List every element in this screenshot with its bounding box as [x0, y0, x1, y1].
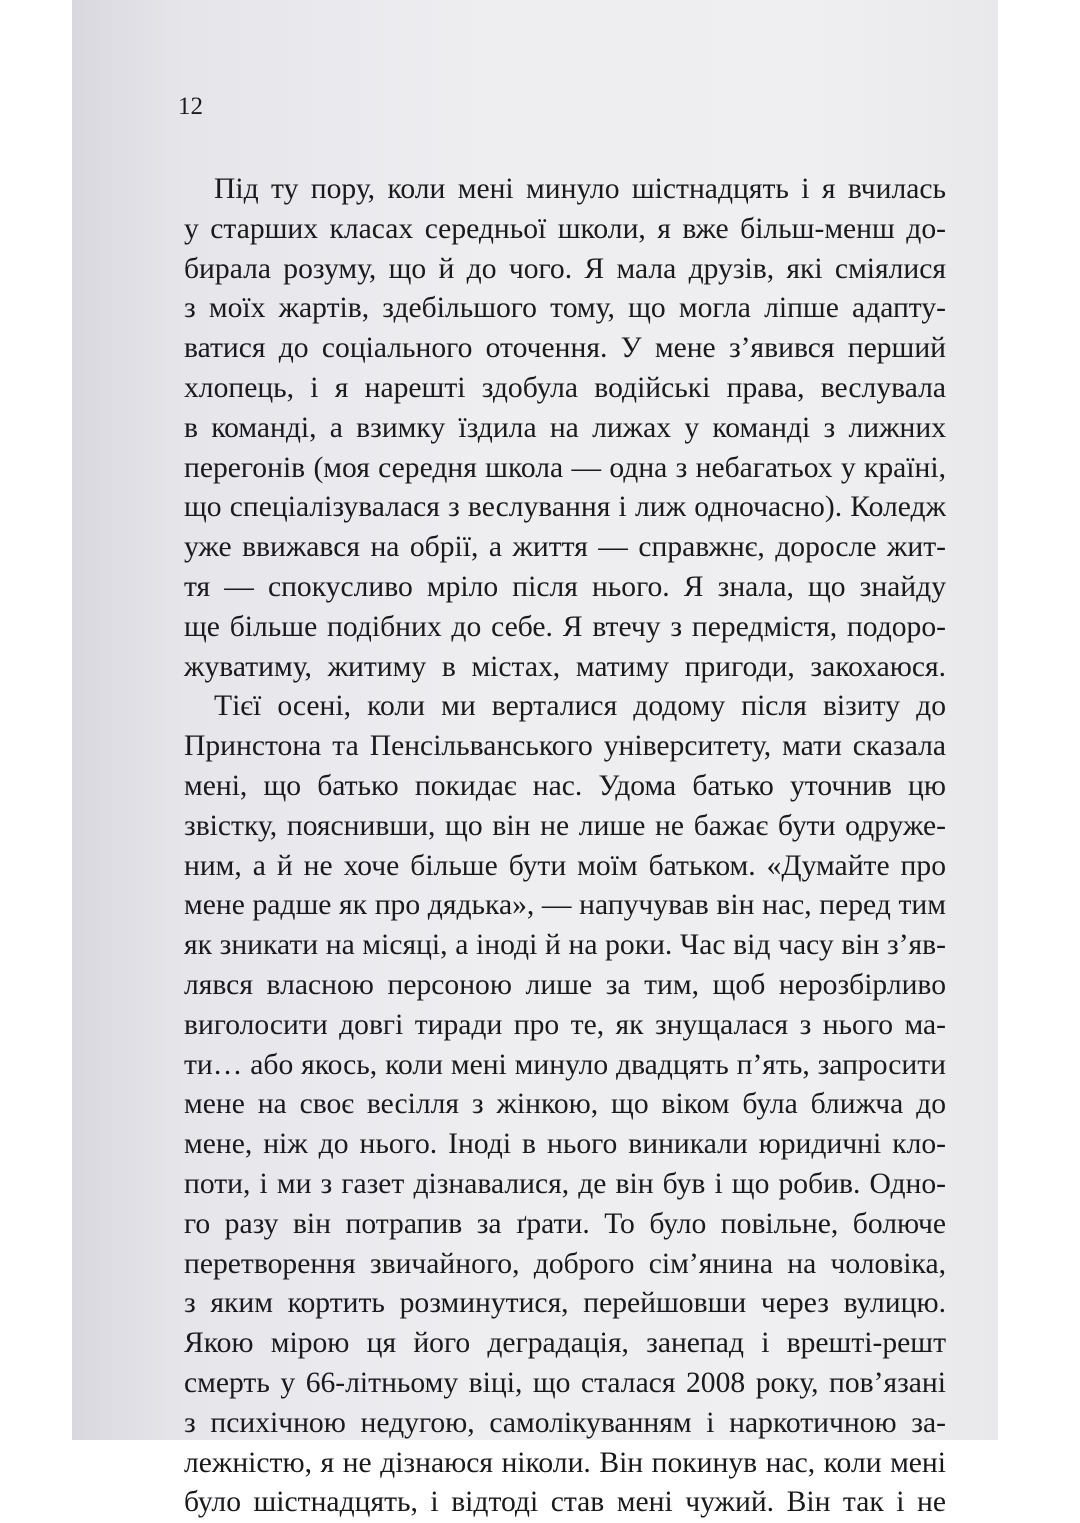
text-line: Якою мірою ця його деградація, занепад і врешті-решт	[184, 1327, 946, 1360]
text-line: Під ту пору, коли мені минуло шістнадцять і я вчилась	[214, 173, 946, 205]
text-line: Тієї осені, коли ми верталися додому після візиту до	[214, 690, 946, 723]
text-line: тя — спокусливо мріло після нього. Я знала, що знайду	[184, 570, 946, 603]
text-line: уже ввижався на обрії, а життя — справжнє, доросле жит-	[184, 531, 946, 564]
text-line: ним, а й не хоче більше бути моїм батьком. «Думайте про	[184, 849, 946, 882]
text-line: у старших класах середньої школи, я вже більш-менш до-	[184, 212, 946, 245]
text-line: як зникати на місяці, а іноді й на роки. Час від часу він з’яв-	[184, 929, 946, 962]
text-line: що спеціалізувалася з веслування і лиж одночасно). Коледж	[184, 491, 946, 524]
text-line: з моїх жартів, здебільшого тому, що могла ліпше адапту-	[184, 292, 946, 325]
text-line: ще більше подібних до себе. Я втечу з передмістя, подоро-	[184, 610, 946, 643]
text-line: з яким кортить розминутися, перейшовши через вулицю.	[184, 1287, 946, 1320]
text-line: з психічною недугою, самолікуванням і наркотичною за-	[184, 1406, 946, 1439]
text-line: ти… або якось, коли мені минуло двадцять п’ять, запросити	[184, 1048, 946, 1081]
text-line: в команді, а взимку їздила на лижах у команді з лижних	[184, 411, 946, 444]
text-line: звістку, пояснивши, що він не лише не бажає бути одруже-	[184, 809, 946, 842]
text-line: мене, ніж до нього. Іноді в нього виникали юридичні кло-	[184, 1128, 946, 1161]
text-line: го разу він потрапив за ґрати. То було повільне, болюче	[184, 1207, 946, 1240]
text-line: лежністю, я не дізнаюся ніколи. Він покинув нас, коли мені	[184, 1446, 946, 1479]
text-line: мене на своє весілля з жінкою, що віком була ближча до	[184, 1088, 946, 1121]
text-line: поти, і ми з газет дізнавалися, де він був і що робив. Одно-	[184, 1167, 946, 1200]
text-line: перегонів (моя середня школа — одна з небагатьох у країні,	[184, 451, 946, 484]
text-line: бирала розуму, що й до чого. Я мала друзів, які сміялися	[184, 252, 946, 285]
text-line: перетворення звичайного, доброго сім’янина на чоловіка,	[184, 1247, 946, 1280]
text-line: ватися до соціального оточення. У мене з’явився перший	[184, 332, 946, 365]
text-line: хлопець, і я нарешті здобула водійські права, веслувала	[184, 371, 946, 404]
text-line: мене радше як про дядька», — напучував він нас, перед тим	[184, 889, 946, 922]
body-text	[184, 170, 946, 1523]
text-line: було шістнадцять, і відтоді став мені чужий. Він так і не	[184, 1486, 946, 1519]
text-line: жуватиму, житиму в містах, матиму пригоди, закохаюся.	[184, 650, 946, 683]
text-line: смерть у 66-літньому віці, що сталася 2008 року, пов’язані	[184, 1366, 946, 1399]
text-line: Принстона та Пенсільванського університету, мати сказала	[184, 730, 946, 763]
page-number: 12	[178, 93, 203, 120]
text-line: виголосити довгі тиради про те, як знущалася з нього ма-	[184, 1008, 946, 1041]
text-line: мені, що батько покидає нас. Удома батько уточнив цю	[184, 769, 946, 802]
text-line: лявся власною персоною лише за тим, щоб нерозбірливо	[184, 968, 946, 1001]
